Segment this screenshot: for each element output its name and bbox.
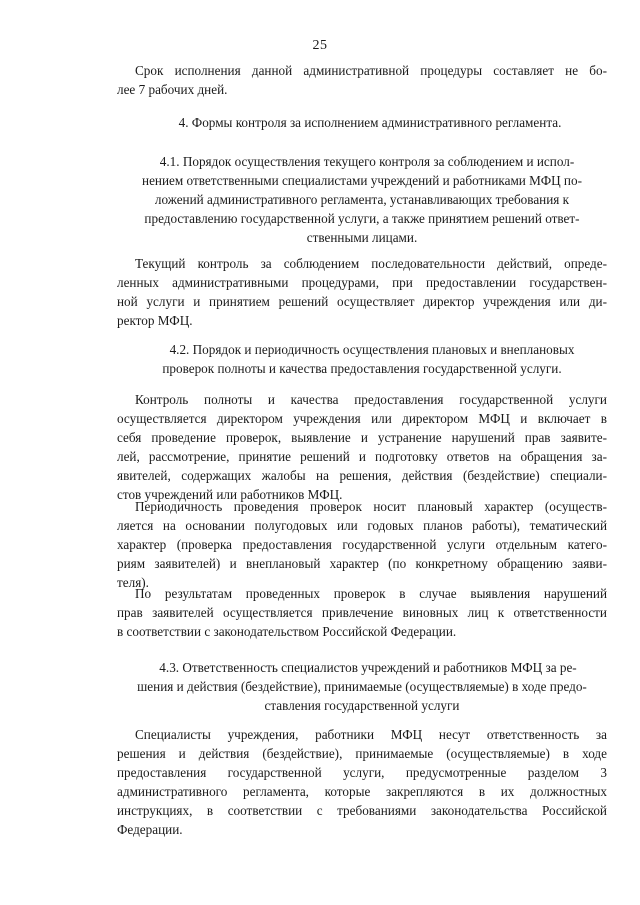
text-line: Специалисты учреждения, работники МФЦ несут ответственность за bbox=[135, 727, 607, 742]
text-line: лей, рассмотрение, принятие решений и подготовку ответов на обращения за- bbox=[117, 449, 607, 464]
paragraph-responsibility bbox=[117, 725, 607, 839]
text-line: предоставления государственной услуги, предусмотренные разделом 3 bbox=[117, 765, 607, 780]
text-line: решения и действия (бездействие), принимаемые (осуществляемые) в ходе bbox=[117, 746, 607, 761]
heading-line: проверок полноты и качества предоставления государственной услуги. bbox=[162, 361, 562, 376]
text-line: административного регламента, которые закрепляются в их должностных bbox=[117, 784, 607, 799]
heading-line: предоставлению государственной услуги, а также принятием решений ответ- bbox=[144, 211, 580, 226]
section-heading-4 bbox=[130, 113, 610, 132]
page-number: 25 bbox=[312, 38, 328, 53]
text-line: инструкциях, в соответствии с требованиями законодательства Российской bbox=[117, 803, 607, 818]
text-line: Периодичность проведения проверок носит плановый характер (осуществ- bbox=[135, 499, 607, 514]
heading-line: 4.1. Порядок осуществления текущего контроля за соблюдением и испол- bbox=[159, 154, 575, 169]
text-line: осуществляется директором учреждения или директором МФЦ и включает в bbox=[117, 411, 607, 426]
heading-line: нением ответственными специалистами учреждений и работниками МФЦ по- bbox=[142, 173, 582, 188]
text-line: риям заявителей) и внеплановый характер (по конкретному обращению заяви- bbox=[117, 556, 607, 571]
subsection-heading-4-2 bbox=[117, 340, 607, 378]
text-line: ректор МФЦ. bbox=[117, 313, 193, 328]
text-line: По результатам проведенных проверок в случае выявления нарушений bbox=[135, 586, 607, 601]
text-line: в соответствии с законодательством Российской Федерации. bbox=[117, 624, 457, 639]
paragraph-current-control bbox=[117, 254, 607, 330]
heading-line: ставления государственной услуги bbox=[264, 698, 460, 713]
text-line: Контроль полноты и качества предоставления государственной услуги bbox=[135, 392, 607, 407]
paragraph-quality-control bbox=[117, 390, 607, 504]
text-line: характер (проверка предоставления государственной услуги отдельным катего- bbox=[117, 537, 607, 552]
text-line: лее 7 рабочих дней. bbox=[117, 82, 228, 97]
heading-line: 4. Формы контроля за исполнением административного регламента. bbox=[178, 115, 562, 130]
heading-line: 4.3. Ответственность специалистов учреждений и работников МФЦ за ре- bbox=[159, 660, 577, 675]
text-line: Срок исполнения данной административной процедуры составляет не бо- bbox=[135, 63, 607, 78]
heading-line: 4.2. Порядок и периодичность осуществления плановых и внеплановых bbox=[169, 342, 575, 357]
paragraph-deadline bbox=[117, 61, 607, 99]
text-line: Федерации. bbox=[117, 822, 183, 837]
text-line: Текущий контроль за соблюдением последовательности действий, опреде- bbox=[135, 256, 607, 271]
paragraph-inspection-frequency bbox=[117, 497, 607, 592]
text-line: ляется на основании полугодовых или годовых планов работы), тематический bbox=[117, 518, 607, 533]
paragraph-inspection-results bbox=[117, 584, 607, 641]
text-line: себя проведение проверок, выявление и устранение нарушений прав заявите- bbox=[117, 430, 607, 445]
heading-line: ложений административного регламента, устанавливающих требования к bbox=[154, 192, 570, 207]
text-line: ленных административными процедурами, при предоставлении государствен- bbox=[117, 275, 607, 290]
text-line: теля). bbox=[117, 575, 149, 590]
text-line: явителей, содержащих жалобы на решения, действия (бездействие) специали- bbox=[117, 468, 607, 483]
heading-line: ственными лицами. bbox=[306, 230, 418, 245]
subsection-heading-4-3 bbox=[117, 658, 607, 715]
subsection-heading-4-1 bbox=[117, 152, 607, 247]
heading-line: шения и действия (бездействие), принимаемые (осуществляемые) в ходе предо- bbox=[137, 679, 587, 694]
text-line: прав заявителей осуществляется привлечение виновных лиц к ответственности bbox=[117, 605, 607, 620]
text-line: ной услуги и принятием решений осуществляет директор учреждения или ди- bbox=[117, 294, 607, 309]
text-line: стов учреждений или работников МФЦ. bbox=[117, 487, 343, 502]
